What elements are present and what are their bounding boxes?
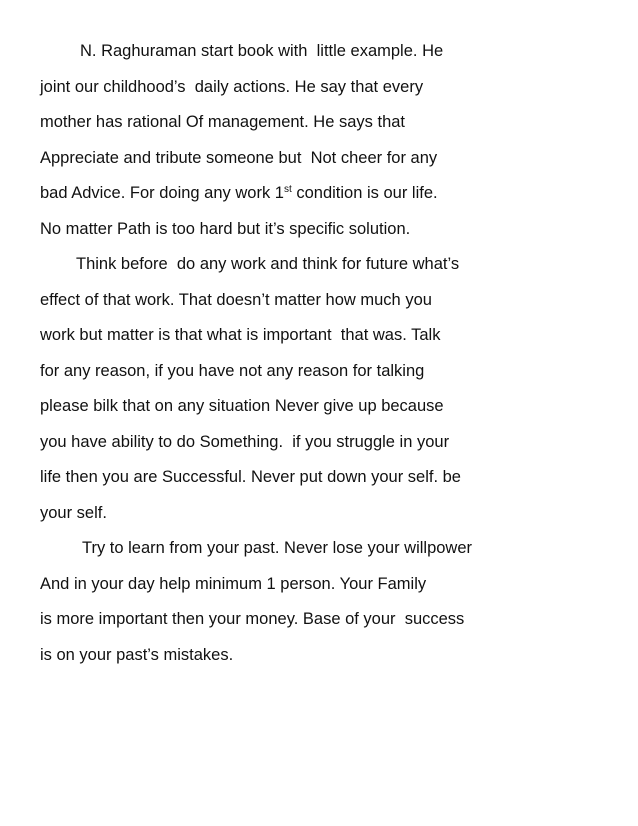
text-line: effect of that work. That doesn’t matter how much you	[40, 290, 432, 309]
text-line: Think before do any work and think for future what’s	[76, 255, 460, 273]
text-line: life then you are Successful. Never put down your self. be	[40, 468, 461, 486]
text-line: you have ability to do Something. if you struggle in your	[40, 432, 450, 451]
text-line: work but matter is that what is important that was. Talk	[40, 326, 441, 344]
text-line: No matter Path is too hard but it’s specific solution.	[40, 219, 411, 238]
text-line: joint our childhood’s daily actions. He say that every	[40, 77, 424, 96]
text-line: mother has rational Of management. He says that	[40, 113, 406, 131]
text-line: for any reason, if you have not any reason for talking	[40, 361, 425, 380]
text-line: your self.	[40, 503, 107, 522]
text-line: And in your day help minimum 1 person. Your Family	[40, 574, 427, 593]
text-line: N. Raghuraman start book with little example. He	[80, 42, 444, 60]
text-line	[40, 181, 620, 217]
superscript: st	[283, 184, 292, 195]
text-line: is more important then your money. Base of your success	[40, 610, 465, 628]
text-line: Try to learn from your past. Never lose your willpower	[82, 539, 473, 557]
text-line: Appreciate and tribute someone but Not cheer for any	[40, 148, 438, 167]
text-segment: bad Advice. For doing any work 1	[40, 184, 284, 202]
text-line: please bilk that on any situation Never give up because	[40, 397, 444, 415]
text-line: is on your past’s mistakes.	[40, 645, 234, 664]
document-body	[40, 39, 620, 678]
text-segment: condition is our life.	[291, 184, 438, 202]
